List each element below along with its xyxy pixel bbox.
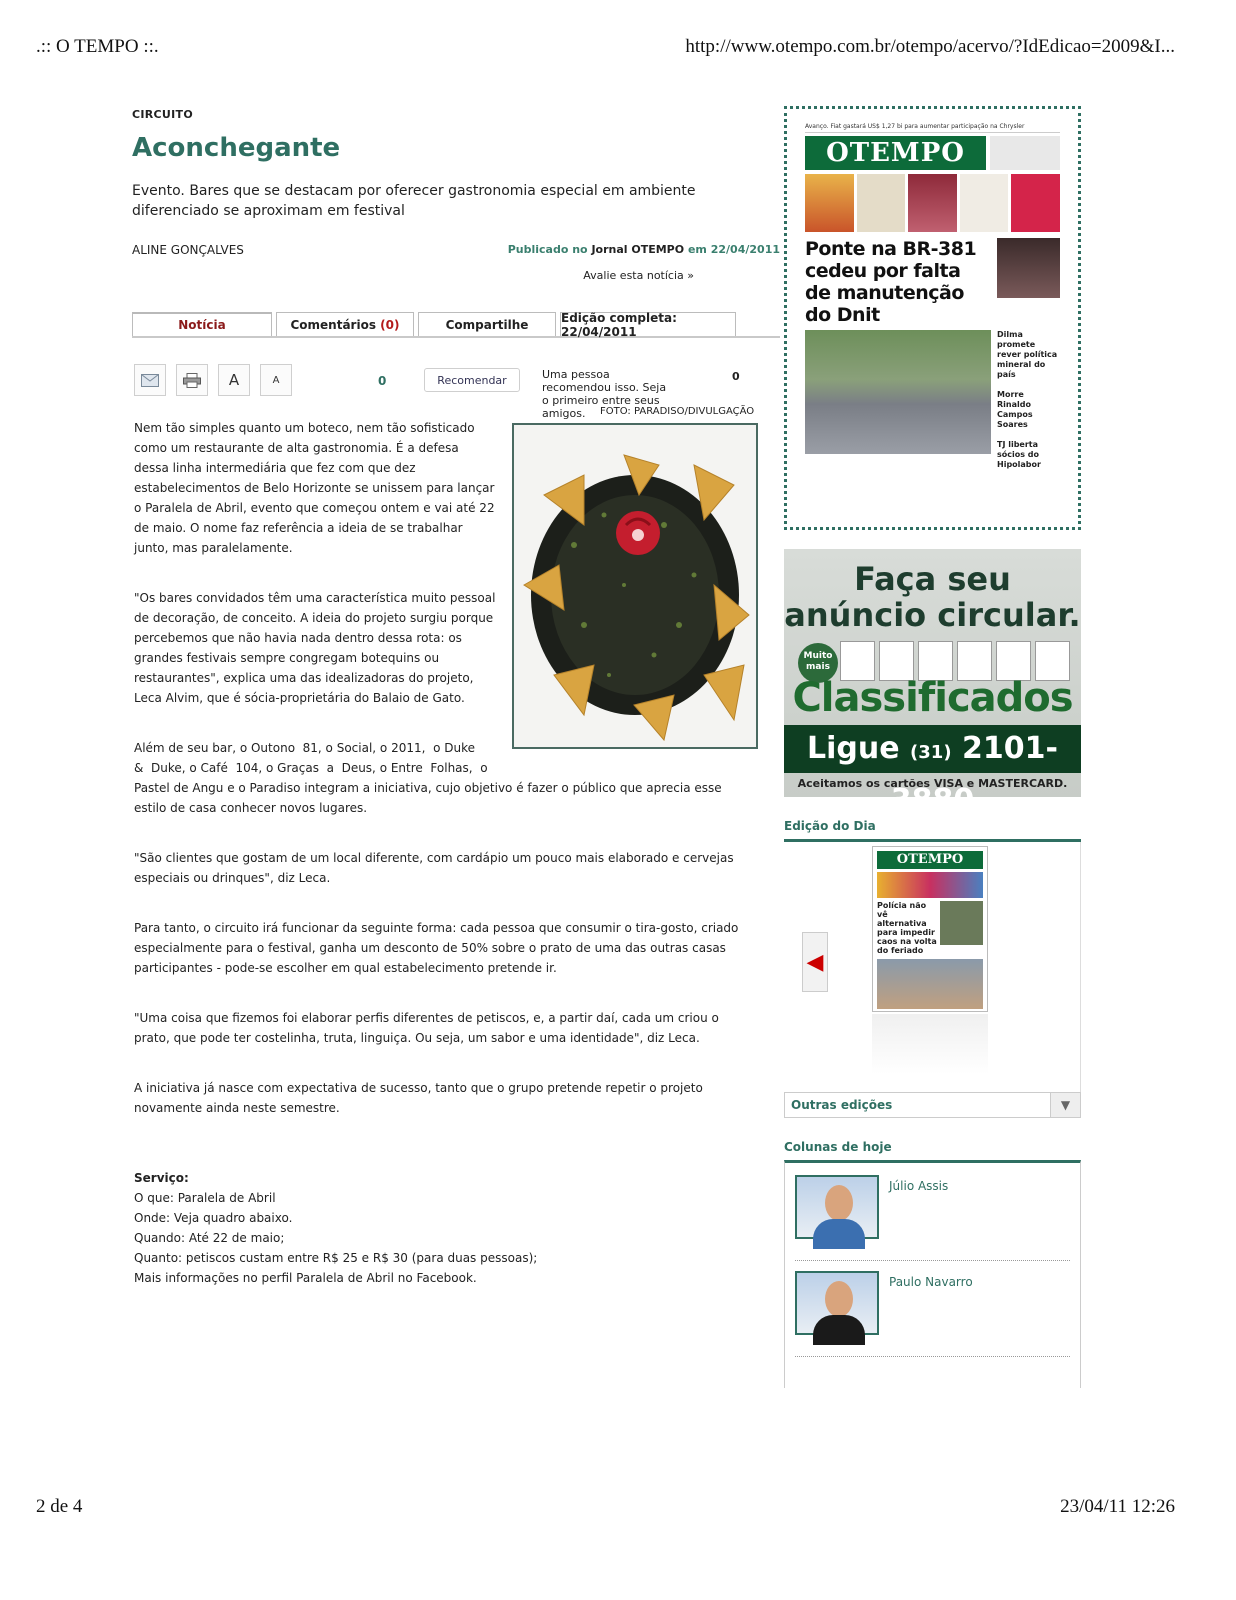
publication-date: 22/04/2011	[710, 243, 780, 256]
email-button[interactable]	[134, 364, 166, 396]
print-datetime: 23/04/11 12:26	[1060, 1496, 1175, 1517]
paragraph: Para tanto, o circuito irá funcionar da seguinte forma: cada pessoa que consumir o tira-gosto, criado especialmente para o festival, ganha um desconto de 50% sobre o prato de uma das outras casas participantes - pode-se escolher em qual estabelecimento pretende ir.	[134, 921, 739, 975]
service-line: Quando: Até 22 de maio;	[134, 1231, 285, 1245]
section-label: CIRCUITO	[132, 108, 193, 121]
byline-row	[132, 243, 780, 257]
avatar	[795, 1271, 879, 1335]
edition-thumbnail[interactable]: OTEMPO Polícia não vê alternativa para impedir caos na volta do feriado	[872, 846, 988, 1012]
ad-cards-text: Aceitamos os cartões VISA e MASTERCARD.	[797, 777, 1068, 790]
classificados-ad[interactable]	[784, 549, 1081, 818]
font-increase-button[interactable]: A	[218, 364, 250, 396]
rate-link[interactable]: Avalie esta notícia »	[583, 269, 694, 282]
columnist-name[interactable]: Júlio Assis	[889, 1179, 949, 1193]
food-dish-image	[514, 425, 756, 747]
edition-title: Edição do Dia	[784, 819, 876, 833]
ad-phone: Ligue (31) 2101-3880	[784, 725, 1081, 773]
service-line: Quanto: petiscos custam entre R$ 25 e R$ 30 (para duas pessoas);	[134, 1251, 538, 1265]
ad-brand: Classificados	[792, 675, 1073, 721]
page-title: .:: O TEMPO ::.	[36, 36, 159, 57]
service-line: Mais informações no perfil Paralela de Abril no Facebook.	[134, 1271, 477, 1285]
recommend-counter: 0	[732, 370, 740, 383]
columns-list	[784, 1160, 1081, 1388]
paragraph-line: & Duke, o Café 104, o Graças a Deus, o Entre Folhas, o	[134, 761, 488, 775]
front-page-top-line: Avanço. Fiat gastará US$ 1,27 bi para aumentar participação na Chrysler	[805, 123, 1060, 133]
recommend-text: Uma pessoa recomendou isso. Seja o primeiro entre seus amigos.	[542, 368, 667, 420]
font-decrease-button[interactable]: A	[260, 364, 292, 396]
headline: Aconchegante	[132, 133, 341, 163]
paragraph: "São clientes que gostam de um local diferente, com cardápio um pouco mais elaborado e cervejas especiais ou drinques", diz Leca.	[134, 851, 734, 885]
article	[132, 108, 780, 422]
tab-comentarios[interactable]: Comentários (0)	[276, 312, 414, 336]
service-line: Onde: Veja quadro abaixo.	[134, 1211, 293, 1225]
edition-carousel	[784, 842, 1081, 1092]
paragraph: "Uma coisa que fizemos foi elaborar perfis diferentes de petiscos, e, a partir daí, cada um criou o prato, que pode ter costelinha, truta, linguiça. Ou seja, um sabor e uma identidade", diz Leca.	[134, 1011, 719, 1045]
paragraph: A iniciativa já nasce com expectativa de sucesso, tanto que o grupo pretende repetir o projeto novamente ainda neste semestre.	[134, 1081, 703, 1115]
share-counter: 0	[378, 374, 387, 388]
envelope-icon	[141, 374, 159, 387]
columnist-item[interactable]	[795, 1271, 1070, 1357]
publication-source: Jornal OTEMPO	[591, 243, 685, 256]
service-title: Serviço:	[134, 1171, 189, 1185]
front-page-headline: Ponte na BR-381 cedeu por falta de manutenção do Dnit	[805, 238, 977, 326]
recommend-button[interactable]: Recomendar	[424, 368, 520, 392]
author: ALINE GONÇALVES	[132, 243, 244, 257]
article-body-full	[134, 738, 744, 1288]
paragraph-line: Além de seu bar, o Outono 81, o Social, o 2011, o Duke	[134, 741, 475, 755]
print-header	[36, 36, 1175, 58]
page-url: http://www.otempo.com.br/otempo/acervo/?IdEdicao=2009&I...	[685, 36, 1175, 57]
print-button[interactable]	[176, 364, 208, 396]
article-tabs	[132, 312, 780, 338]
tab-edicao-completa[interactable]: Edição completa: 22/04/2011	[560, 312, 736, 336]
article-body-wrap	[134, 418, 496, 728]
ad-badge: Muito mais	[798, 643, 838, 683]
subtitle: Evento. Bares que se destacam por oferecer gastronomia especial em ambiente diferenciado se aproximam em festival	[132, 183, 696, 219]
columnist-name[interactable]: Paulo Navarro	[889, 1275, 973, 1289]
paragraph: Pastel de Angu e o Paradiso integram a iniciativa, cujo objetivo é fazer o público que aprecia esse estilo de casa conhecer novos lugares.	[134, 781, 722, 815]
columnist-item[interactable]	[795, 1175, 1070, 1261]
chevron-left-icon: ◀	[806, 949, 824, 975]
tab-compartilhe[interactable]: Compartilhe	[418, 312, 556, 336]
other-editions-select[interactable]: Outras edições ▼	[784, 1092, 1081, 1118]
avatar	[795, 1175, 879, 1239]
paragraph: "Os bares convidados têm uma característica muito pessoal de decoração, de conceito. A ideia do projeto surgiu porque percebemos que não havia nada dentro dessa rota: os grandes festivais sempre congregam botequins ou restaurantes", explica uma das idealizadoras do projeto, Leca Alvim, que é sócia-proprietária do Balaio de Gato.	[134, 591, 496, 705]
printer-icon	[183, 373, 201, 388]
paragraph: Nem tão simples quanto um boteco, nem tão sofisticado como um restaurante de alta gastronomia. É a defesa dessa linha intermediária que fez com que dez estabelecimentos de Belo Horizonte se unissem para lançar o Paralela de Abril, evento que começou ontem e vai até 22 de maio. O nome faz referência a ideia de se trabalhar junto, mas paralelamente.	[134, 421, 495, 555]
service-line: O que: Paralela de Abril	[134, 1191, 276, 1205]
carousel-prev-button[interactable]	[802, 932, 828, 992]
chevron-down-icon: ▼	[1050, 1093, 1080, 1117]
print-footer	[36, 1496, 1175, 1518]
page-number: 2 de 4	[36, 1496, 83, 1517]
photo-credit: FOTO: PARADISO/DIVULGAÇÃO	[600, 406, 755, 417]
service-box	[134, 1168, 744, 1288]
comment-count: (0)	[380, 317, 400, 332]
sidebar	[784, 106, 1081, 1388]
ad-tagline: Faça seu anúncio circular.	[784, 560, 1081, 634]
front-page-preview[interactable]: Avanço. Fiat gastará US$ 1,27 bi para aumentar participação na Chrysler OTEMPO Ponte na BR-381 cedeu por falta de manutenção do Dnit Dilma promete rever política mineral do país Morre Rinaldo Campos Soares TJ liberta sócios do Hipolabor	[784, 106, 1081, 530]
publication-info: Publicado no Jornal OTEMPO em 22/04/2011	[507, 243, 780, 256]
article-photo	[512, 423, 758, 749]
columns-title: Colunas de hoje	[784, 1140, 892, 1154]
newspaper-logo: OTEMPO	[805, 136, 986, 170]
tab-noticia[interactable]: Notícia	[132, 312, 272, 336]
